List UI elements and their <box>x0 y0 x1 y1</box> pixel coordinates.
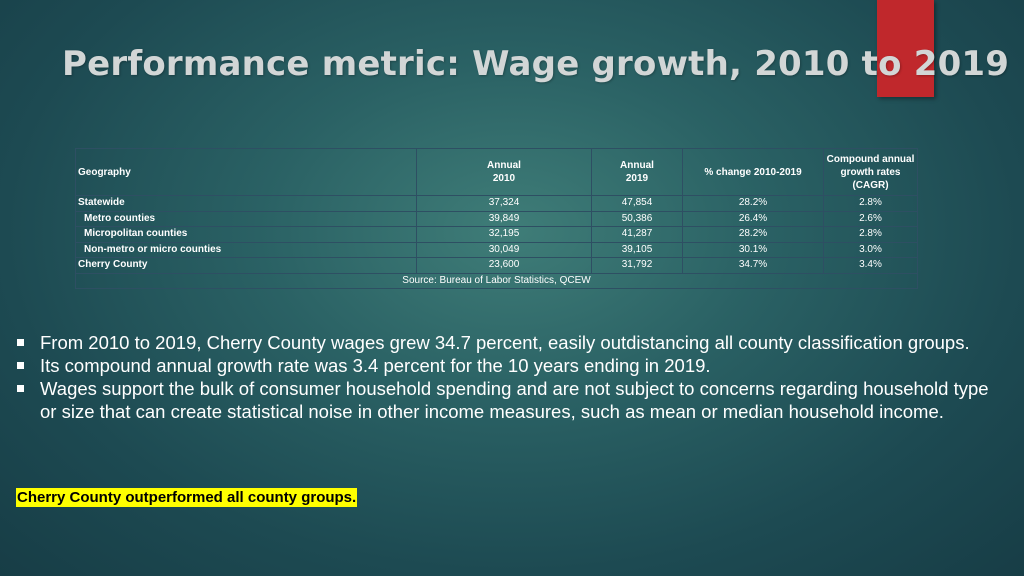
row-cagr: 2.8% <box>824 227 918 243</box>
row-annual-2019: 47,854 <box>592 196 683 212</box>
row-annual-2019: 39,105 <box>592 242 683 258</box>
row-annual-2010: 23,600 <box>417 258 592 274</box>
header-annual-2019-line1: Annual <box>620 160 654 171</box>
wage-growth-table <box>75 148 918 289</box>
bullet-text: Its compound annual growth rate was 3.4 percent for the 10 years ending in 2019. <box>40 355 711 376</box>
header-annual-2010 <box>417 149 592 196</box>
header-annual-2019-line2: 2019 <box>625 173 649 184</box>
header-cagr-line3: (CAGR) <box>852 179 889 191</box>
square-bullet-icon <box>17 339 24 346</box>
table-header-row <box>76 149 918 196</box>
bullet-list <box>16 331 1006 423</box>
row-annual-2019: 31,792 <box>592 258 683 274</box>
row-geography: Cherry County <box>76 258 417 274</box>
header-geography: Geography <box>76 149 417 196</box>
row-pct-change: 30.1% <box>683 242 824 258</box>
table-row <box>76 242 918 258</box>
row-cagr: 2.8% <box>824 196 918 212</box>
bullet-text: From 2010 to 2019, Cherry County wages grew 34.7 percent, easily outdistancing all county classification groups. <box>40 332 970 353</box>
bullet-text: Wages support the bulk of consumer household spending and are not subject to concerns regarding household type or size that can create statistical noise in other income measures, such as mean or median household income. <box>40 378 989 422</box>
row-annual-2019: 50,386 <box>592 211 683 227</box>
row-annual-2019: 41,287 <box>592 227 683 243</box>
row-cagr: 3.0% <box>824 242 918 258</box>
header-cagr <box>824 149 918 196</box>
row-cagr: 2.6% <box>824 211 918 227</box>
header-cagr-line2: growth rates <box>840 166 901 178</box>
row-annual-2010: 30,049 <box>417 242 592 258</box>
table-row <box>76 211 918 227</box>
row-geography: Statewide <box>76 196 417 212</box>
square-bullet-icon <box>17 362 24 369</box>
header-pct-change: % change 2010-2019 <box>683 149 824 196</box>
row-geography: Non-metro or micro counties <box>76 242 417 258</box>
square-bullet-icon <box>17 385 24 392</box>
header-annual-2010-line2: 2010 <box>492 173 516 184</box>
slide-title: Performance metric: Wage growth, 2010 to 2019 <box>62 44 1010 84</box>
table-row <box>76 258 918 274</box>
bullet-item <box>16 377 1006 423</box>
row-geography: Micropolitan counties <box>76 227 417 243</box>
table-source: Source: Bureau of Labor Statistics, QCEW <box>76 273 918 289</box>
table-row <box>76 196 918 212</box>
row-pct-change: 34.7% <box>683 258 824 274</box>
header-cagr-line1: Compound annual <box>826 153 915 165</box>
header-annual-2010-line1: Annual <box>487 160 521 171</box>
row-annual-2010: 39,849 <box>417 211 592 227</box>
row-pct-change: 26.4% <box>683 211 824 227</box>
table-source-row <box>76 273 918 289</box>
row-geography: Metro counties <box>76 211 417 227</box>
bullet-item <box>16 331 1006 354</box>
row-annual-2010: 32,195 <box>417 227 592 243</box>
table-row <box>76 227 918 243</box>
row-cagr: 3.4% <box>824 258 918 274</box>
bullet-item <box>16 354 1006 377</box>
row-pct-change: 28.2% <box>683 227 824 243</box>
header-annual-2019 <box>592 149 683 196</box>
row-pct-change: 28.2% <box>683 196 824 212</box>
row-annual-2010: 37,324 <box>417 196 592 212</box>
highlight-callout: Cherry County outperformed all county groups. <box>17 489 357 506</box>
